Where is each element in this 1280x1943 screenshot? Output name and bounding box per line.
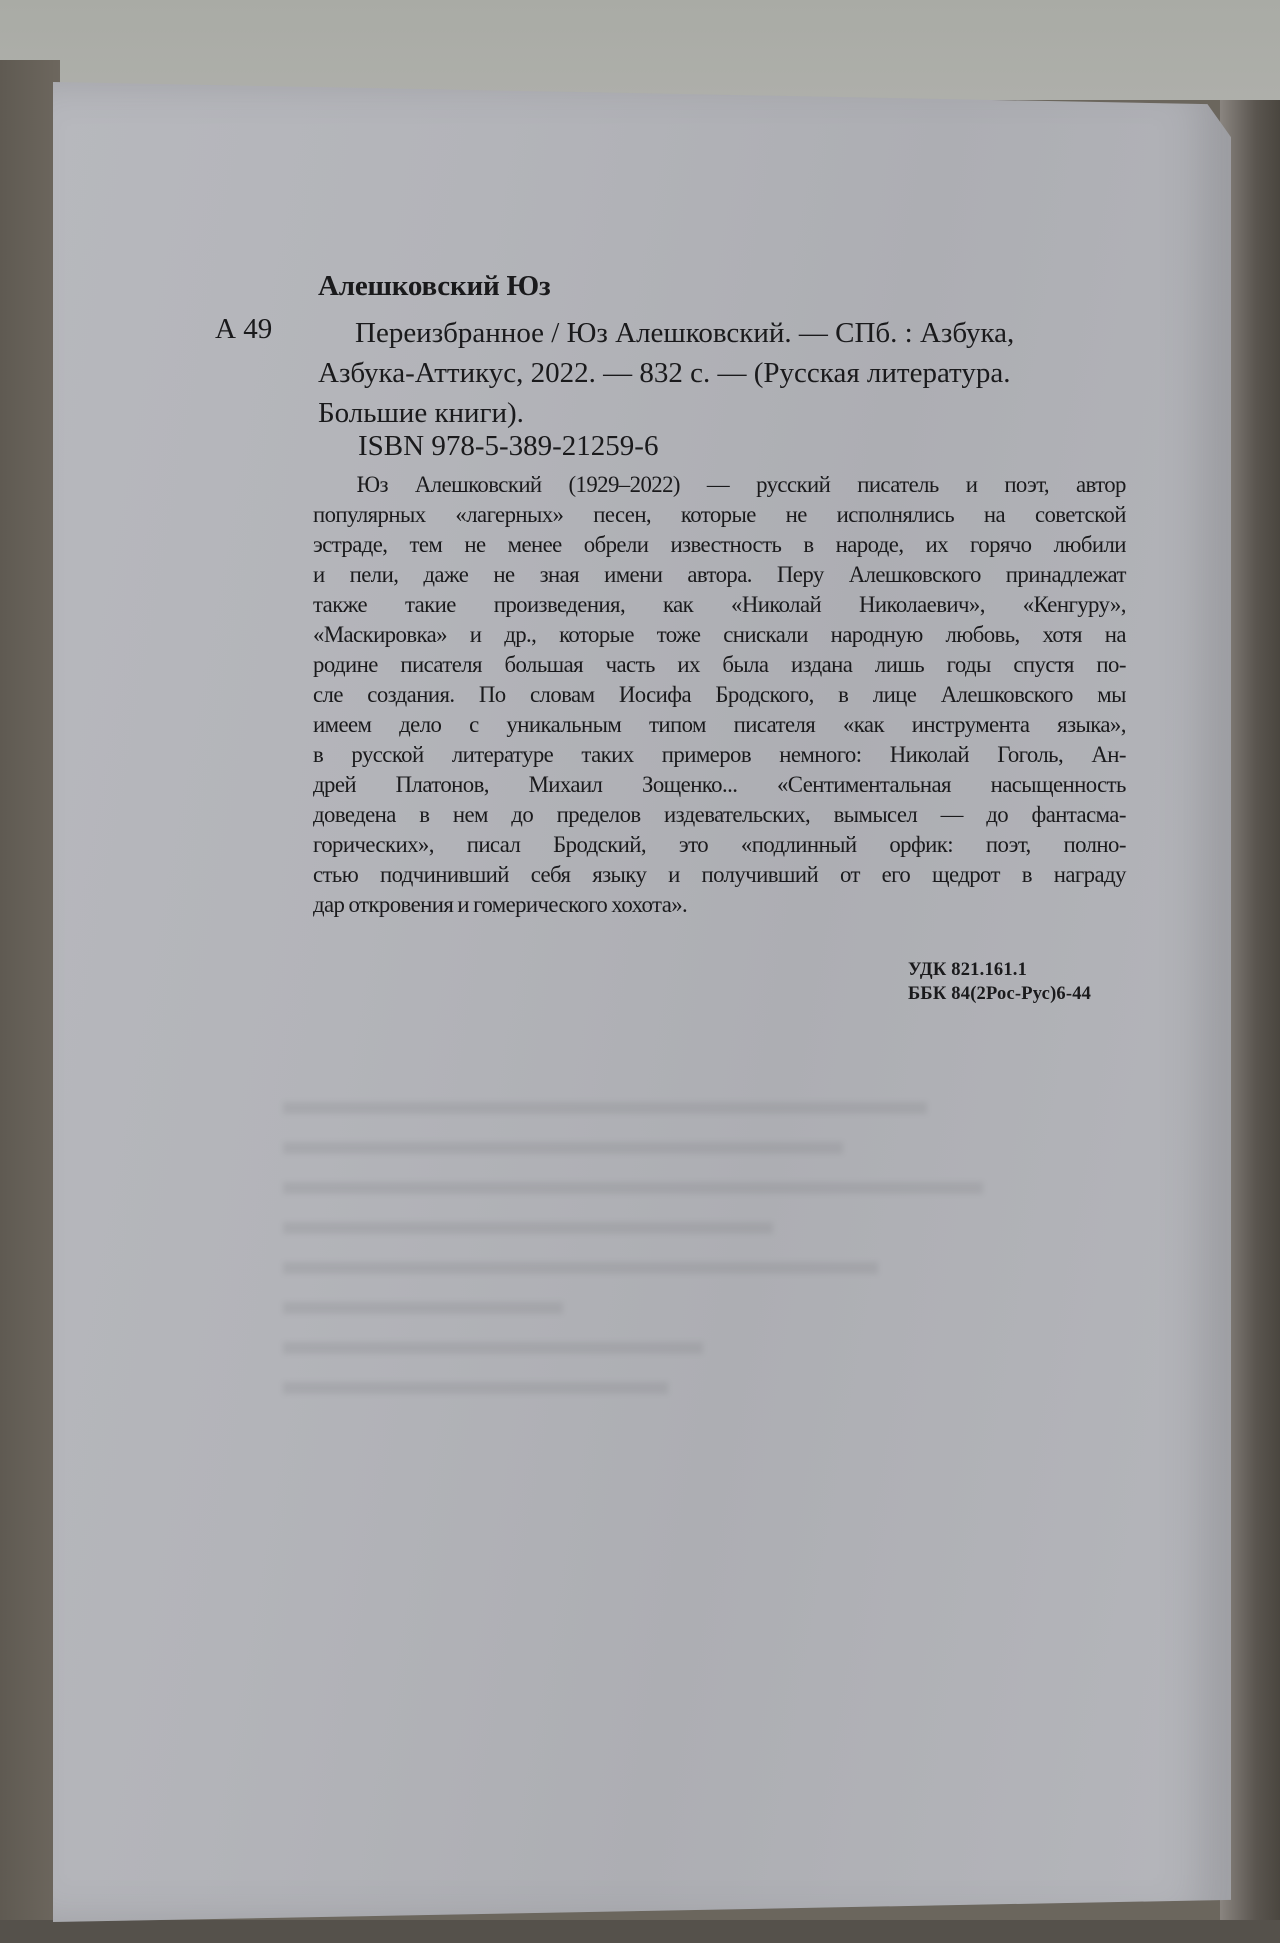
annotation-line: дар откровения и гомерического хохота».: [313, 892, 688, 918]
biblio-line: Переизбранное / Юз Алешковский. — СПб. : Азбука,: [355, 317, 1015, 349]
annotation-line: дрей Платонов, Михаил Зощенко... «Сентиментальная насыщенность: [313, 772, 1126, 798]
annotation-line: сле создания. По словам Иосифа Бродского, в лице Алешковского мы: [313, 682, 1126, 708]
annotation-text: [313, 470, 1126, 920]
annotation-line: горических», писал Бродский, это «подлинный орфик: поэт, полно-: [313, 832, 1126, 858]
annotation-line: доведена в нем до пределов издевательских, вымысел — до фантасма-: [313, 802, 1126, 828]
annotation-line: Юз Алешковский (1929–2022) — русский писатель и поэт, автор: [356, 472, 1126, 498]
annotation-line: и пели, даже не зная имени автора. Перу Алешковского принадлежат: [313, 562, 1126, 588]
annotation-line: стью подчинивший себя языку и получивший от его щедрот в награду: [313, 862, 1126, 888]
annotation-line: имеем дело с уникальным типом писателя «как инструмента языка»,: [313, 712, 1126, 738]
isbn: ISBN 978-5-389-21259-6: [358, 430, 659, 462]
udk-code: УДК 821.161.1: [908, 960, 1028, 980]
biblio-line: Большие книги).: [318, 397, 524, 429]
annotation-line: в русской литературе таких примеров немного: Николай Гоголь, Ан-: [313, 742, 1126, 768]
annotation-line: «Маскировка» и др., которые тоже снискали народную любовь, хотя на: [313, 622, 1126, 648]
bbk-code: ББК 84(2Рос-Рус)6-44: [908, 984, 1092, 1004]
bibliographic-record: [318, 313, 1173, 433]
classification-codes: [908, 958, 1091, 1006]
biblio-line: Азбука-Аттикус, 2022. — 832 с. — (Русская литература.: [318, 357, 1011, 389]
annotation-line: эстраде, тем не менее обрели известность в народе, их горячо любили: [313, 532, 1126, 558]
annotation-line: популярных «лагерных» песен, которые не исполнялись на советской: [313, 502, 1126, 528]
annotation-line: также такие произведения, как «Николай Николаевич», «Кенгуру»,: [313, 592, 1126, 618]
catalog-code: А 49: [215, 313, 273, 345]
author-heading: Алешковский Юз: [318, 270, 551, 302]
annotation-line: родине писателя большая часть их была издана лишь годы спустя по-: [313, 652, 1126, 678]
